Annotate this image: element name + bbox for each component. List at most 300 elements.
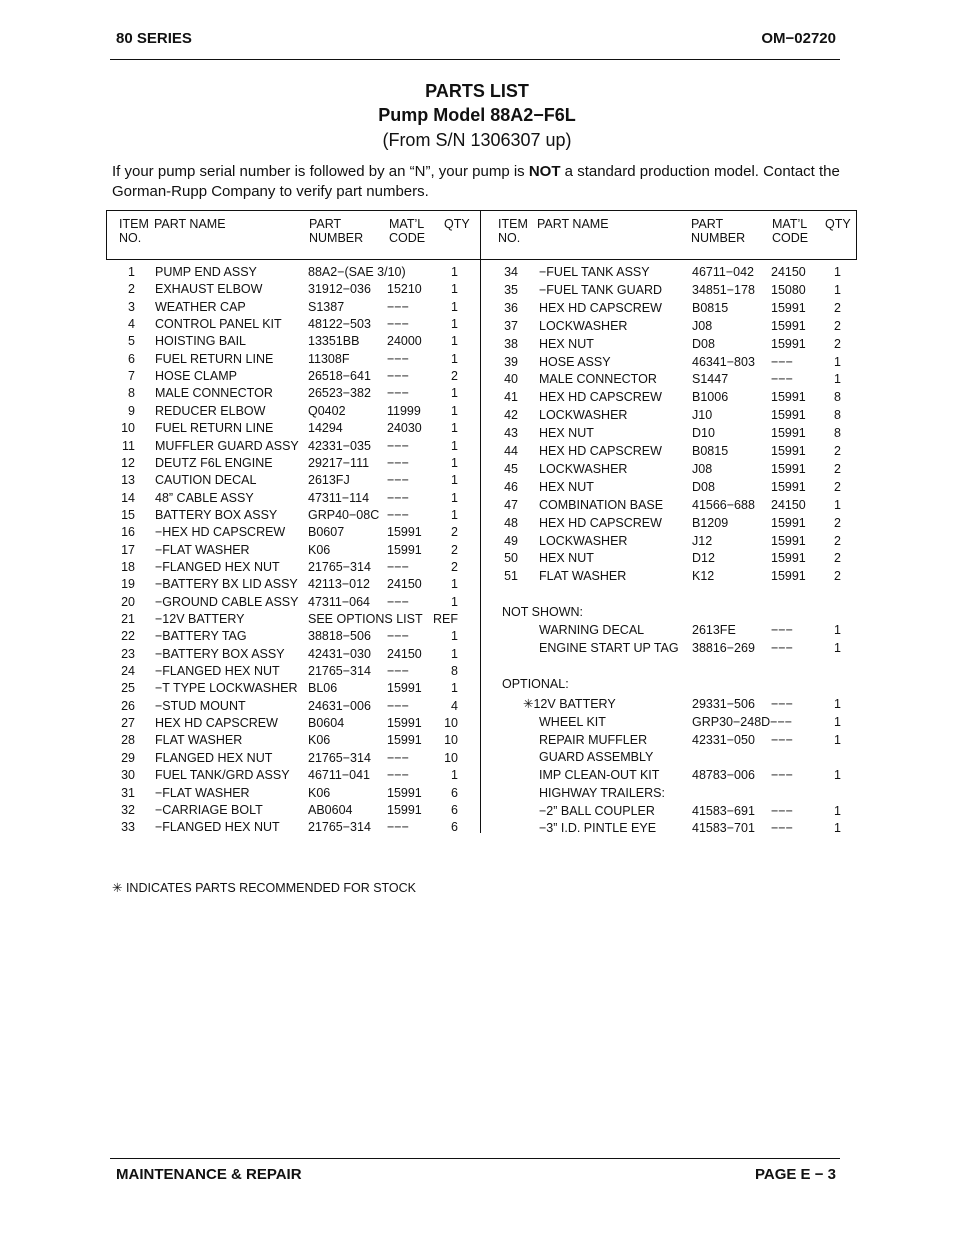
part-number: 21765−314 (308, 820, 371, 835)
part-number: B0604 (308, 716, 345, 731)
part-number: 46711−041 (308, 768, 370, 783)
quantity: 2 (834, 515, 841, 530)
part-name: −STUD MOUNT (155, 698, 246, 713)
part-name: −2” BALL COUPLER (539, 803, 655, 818)
part-number: 46341−803 (692, 354, 755, 369)
item-number: 21 (121, 612, 135, 626)
part-number: 48122−503 (308, 317, 371, 332)
part-name: HEX NUT (539, 336, 594, 351)
material-code: 15991 (771, 336, 806, 351)
quantity: 1 (834, 354, 841, 369)
part-number: J08 (692, 318, 713, 333)
quantity: 2 (834, 318, 841, 333)
series-label: 80 SERIES (116, 30, 192, 47)
part-number: Q0402 (308, 403, 346, 418)
material-code: −−− (387, 559, 409, 574)
part-name: HEX HD CAPSCREW (539, 300, 662, 315)
part-number: 47311−064 (308, 594, 370, 609)
material-code: −−− (387, 438, 409, 453)
part-name: −FLANGED HEX NUT (155, 820, 280, 835)
part-name: CAUTION DECAL (155, 473, 257, 488)
item-number: 30 (121, 768, 135, 783)
quantity: 2 (451, 542, 458, 557)
part-name: IMP CLEAN-OUT KIT (539, 768, 660, 782)
material-code: 15991 (387, 785, 422, 800)
item-number: 45 (504, 461, 518, 476)
quantity: REF (433, 612, 458, 626)
item-number: 48 (504, 515, 518, 530)
item-number: 1 (128, 265, 135, 279)
part-number: J08 (692, 461, 713, 476)
quantity: 1 (451, 265, 458, 279)
part-name: LOCKWASHER (539, 408, 628, 423)
part-number: 21765−314 (308, 559, 371, 574)
material-code: 11999 (387, 403, 421, 418)
part-name: BATTERY BOX ASSY (155, 507, 278, 522)
material-code: 15991 (387, 525, 422, 540)
part-number: 13351BB (308, 334, 360, 349)
quantity: 4 (451, 698, 458, 713)
part-number: 26518−641 (308, 369, 371, 384)
part-number: 29217−111 (308, 455, 370, 470)
page-title: PARTS LIST (425, 81, 529, 101)
item-number: 13 (121, 473, 135, 488)
material-code: −−− (771, 697, 793, 711)
part-number: B1006 (692, 390, 729, 405)
item-number: 5 (128, 334, 135, 349)
quantity: 1 (451, 334, 458, 349)
material-code: −−− (387, 369, 409, 384)
quantity: 2 (834, 461, 841, 476)
part-name: −FLANGED HEX NUT (155, 664, 280, 679)
col-item-right: ITEM NO. (498, 217, 528, 245)
material-code: 15991 (771, 461, 806, 476)
part-name: FLAT WASHER (155, 733, 243, 748)
part-name: −FLAT WASHER (155, 785, 250, 800)
part-name: −FLANGED HEX NUT (155, 559, 280, 574)
part-name: EXHAUST ELBOW (155, 282, 263, 297)
item-number: 20 (121, 594, 135, 609)
material-code: −−− (771, 641, 793, 655)
part-number: B0815 (692, 300, 729, 315)
material-code: 24030 (387, 421, 422, 436)
item-number: 40 (504, 372, 518, 387)
part-name: −BATTERY BOX ASSY (155, 646, 285, 661)
material-code: 15991 (387, 542, 422, 557)
part-number: K06 (308, 785, 331, 800)
material-code: 15991 (771, 569, 806, 584)
material-code: 24150 (387, 577, 422, 592)
part-name: HEX HD CAPSCREW (539, 444, 662, 458)
item-number: 33 (121, 820, 135, 835)
part-name: −CARRIAGE BOLT (155, 802, 263, 817)
quantity: 1 (451, 629, 458, 644)
item-number: 26 (121, 698, 135, 713)
part-number: 24631−006 (308, 698, 371, 713)
part-name: FUEL RETURN LINE (155, 421, 274, 436)
document-number: OM−02720 (761, 30, 836, 47)
item-number: 22 (121, 629, 135, 644)
part-name: HEX HD CAPSCREW (155, 716, 278, 731)
part-name: −3” I.D. PINTLE EYE (539, 821, 657, 836)
part-number: D08 (692, 479, 715, 494)
part-name: −T TYPE LOCKWASHER (155, 681, 298, 696)
item-number: 27 (121, 716, 135, 731)
part-number: AB0604 (308, 802, 353, 817)
quantity: 2 (451, 369, 458, 384)
part-number: GRP30−248D−−− (692, 714, 793, 729)
material-code: 15991 (771, 408, 806, 423)
part-number: K06 (308, 733, 331, 748)
part-name: GUARD ASSEMBLY (539, 750, 654, 765)
material-code: 24150 (771, 265, 806, 279)
material-code: −−− (387, 317, 409, 332)
material-code: 15991 (387, 802, 422, 817)
item-number: 3 (128, 299, 135, 314)
part-number: 41583−701 (692, 821, 755, 836)
item-number: 31 (121, 785, 135, 800)
part-number: 2613FE (692, 623, 736, 637)
quantity: 1 (834, 732, 841, 747)
item-number: 47 (504, 497, 518, 512)
material-code: 15991 (771, 479, 806, 494)
col-mat-right: MAT’L CODE (772, 217, 809, 245)
part-number: 42113−012 (308, 577, 370, 592)
part-name: MUFFLER GUARD ASSY (155, 438, 299, 453)
material-code: 15991 (771, 533, 806, 548)
item-number: 8 (128, 386, 135, 401)
item-number: 37 (504, 318, 518, 333)
item-number: 43 (504, 426, 518, 441)
part-name: HOISTING BAIL (155, 334, 246, 349)
material-code: 15210 (387, 282, 422, 297)
material-code: −−− (771, 732, 793, 747)
col-qty-right: QTY (825, 217, 851, 231)
quantity: 6 (451, 802, 458, 817)
item-number: 44 (504, 444, 518, 458)
item-number: 46 (504, 479, 518, 494)
part-name: −BATTERY TAG (155, 629, 247, 644)
part-name: COMBINATION BASE (539, 497, 664, 512)
item-number: 12 (121, 455, 135, 470)
item-number: 36 (504, 300, 518, 315)
part-name: LOCKWASHER (539, 461, 628, 476)
col-qty-left: QTY (444, 217, 470, 231)
header-rule (110, 59, 840, 60)
part-number: 42331−035 (308, 438, 371, 453)
quantity: 8 (834, 426, 841, 441)
part-number: S1447 (692, 372, 729, 387)
part-name: FUEL TANK/GRD ASSY (155, 768, 290, 783)
part-number: B0815 (692, 444, 729, 458)
item-number: 19 (121, 577, 135, 592)
material-code: −−− (387, 664, 409, 679)
part-number: 14294 (308, 421, 343, 436)
material-code: −−− (387, 473, 409, 488)
parts-table (106, 210, 857, 836)
intro-text-bold: NOT (528, 163, 561, 180)
part-number: 88A2−(SAE 3/10) (308, 265, 406, 279)
part-name: DEUTZ F6L ENGINE (155, 455, 273, 470)
optional-label: OPTIONAL: (502, 677, 569, 691)
footer-rule (110, 1158, 840, 1159)
quantity: 1 (834, 821, 841, 836)
part-number: 2613FJ (308, 473, 350, 488)
part-number: 31912−036 (308, 282, 371, 297)
material-code: −−− (387, 507, 409, 522)
material-code: 15991 (387, 681, 422, 696)
material-code: −−− (771, 821, 793, 836)
quantity: 1 (451, 490, 458, 505)
col-name-left: PART NAME (154, 217, 226, 231)
quantity: 2 (834, 336, 841, 351)
quantity: 1 (451, 317, 458, 332)
part-name: −GROUND CABLE ASSY (155, 594, 299, 609)
part-name: HEX NUT (539, 551, 594, 566)
part-number: K06 (308, 542, 331, 557)
quantity: 1 (451, 282, 458, 297)
quantity: 1 (451, 768, 458, 783)
col-part-left: PART NUMBER (309, 217, 364, 245)
part-number: J10 (692, 408, 713, 423)
item-number: 6 (128, 351, 135, 366)
quantity: 6 (451, 820, 458, 835)
part-number: D10 (692, 426, 715, 441)
part-number: B0607 (308, 525, 345, 540)
quantity: 1 (451, 386, 458, 401)
material-code: 15991 (771, 426, 806, 441)
material-code: 24150 (771, 497, 806, 512)
part-name: HEX NUT (539, 426, 594, 441)
material-code: −−− (387, 629, 409, 644)
part-number: D08 (692, 336, 715, 351)
item-number: 35 (504, 282, 518, 297)
quantity: 2 (834, 533, 841, 548)
part-name: REDUCER ELBOW (155, 403, 266, 418)
material-code: −−− (387, 386, 409, 401)
item-number: 29 (121, 750, 135, 765)
quantity: 1 (834, 768, 841, 782)
material-code: −−− (387, 698, 409, 713)
quantity: 1 (451, 594, 458, 609)
quantity: 1 (834, 372, 841, 387)
item-number: 38 (504, 336, 518, 351)
material-code: 15991 (771, 318, 806, 333)
part-name: REPAIR MUFFLER (539, 732, 648, 747)
item-number: 10 (121, 421, 135, 436)
material-code: −−− (387, 820, 409, 835)
item-number: 9 (128, 403, 135, 418)
item-number: 50 (504, 551, 518, 566)
part-number: 47311−114 (308, 490, 370, 505)
part-number: 26523−382 (308, 386, 371, 401)
part-name: WEATHER CAP (155, 299, 246, 314)
part-number: 42431−030 (308, 646, 371, 661)
item-number: 42 (504, 408, 518, 423)
serial-range: (From S/N 1306307 up) (382, 130, 572, 150)
part-number: D12 (692, 551, 715, 566)
item-number: 25 (121, 681, 135, 696)
quantity: 1 (451, 438, 458, 453)
part-number: 21765−314 (308, 750, 371, 765)
part-name: HEX HD CAPSCREW (539, 515, 662, 530)
quantity: 1 (451, 646, 458, 661)
part-number: GRP40−08C (308, 507, 380, 522)
part-name: WHEEL KIT (539, 714, 606, 729)
col-item-left: ITEM NO. (119, 217, 149, 245)
material-code: −−− (387, 768, 409, 783)
part-number: 48783−006 (692, 768, 755, 782)
part-name: FLANGED HEX NUT (155, 750, 273, 765)
part-number: SEE OPTIONS LIST (308, 612, 423, 626)
quantity: 10 (444, 750, 458, 765)
item-number: 14 (121, 490, 135, 505)
part-name: −BATTERY BX LID ASSY (155, 577, 298, 592)
part-name: −12V BATTERY (155, 612, 245, 626)
part-number: 38818−506 (308, 629, 371, 644)
part-number: 11308F (308, 351, 350, 366)
quantity: 1 (834, 714, 841, 729)
part-name: 48” CABLE ASSY (155, 490, 254, 505)
item-number: 41 (504, 390, 518, 405)
part-name: MALE CONNECTOR (155, 386, 273, 401)
part-name: LOCKWASHER (539, 533, 628, 548)
part-number: 34851−178 (692, 282, 755, 297)
part-name: −FUEL TANK GUARD (539, 282, 663, 297)
part-number: BL06 (308, 681, 338, 696)
item-number: 32 (121, 802, 135, 817)
material-code: 15080 (771, 282, 806, 297)
part-name: HIGHWAY TRAILERS: (539, 785, 665, 800)
part-name: WARNING DECAL (539, 623, 645, 637)
column-divider (480, 210, 481, 833)
part-name: HEX HD CAPSCREW (539, 390, 662, 405)
part-number: 21765−314 (308, 664, 371, 679)
quantity: 8 (834, 390, 841, 405)
part-name: CONTROL PANEL KIT (155, 317, 282, 332)
item-number: 16 (121, 525, 135, 540)
item-number: 39 (504, 354, 518, 369)
part-name: HEX NUT (539, 479, 594, 494)
quantity: 1 (451, 421, 458, 436)
item-number: 4 (128, 317, 135, 332)
material-code: 15991 (771, 515, 806, 530)
quantity: 1 (451, 299, 458, 314)
quantity: 2 (834, 444, 841, 458)
intro-paragraph (112, 162, 852, 202)
part-number: B1209 (692, 515, 729, 530)
stock-footnote: ✳ INDICATES PARTS RECOMMENDED FOR STOCK (112, 881, 417, 895)
part-name: FLAT WASHER (539, 569, 627, 584)
item-number: 24 (121, 664, 135, 679)
material-code: −−− (387, 490, 409, 505)
item-number: 51 (504, 569, 518, 584)
quantity: 8 (834, 408, 841, 423)
quantity: 1 (451, 507, 458, 522)
part-name: LOCKWASHER (539, 318, 628, 333)
col-part-right: PART NUMBER (691, 217, 746, 245)
quantity: 1 (451, 577, 458, 592)
part-name: MALE CONNECTOR (539, 372, 657, 387)
part-name: HOSE ASSY (539, 354, 611, 369)
item-number: 28 (121, 733, 135, 748)
pump-model-title: Pump Model 88A2−F6L (378, 105, 576, 125)
part-number: 41583−691 (692, 803, 755, 818)
quantity: 8 (451, 664, 458, 679)
part-name: PUMP END ASSY (155, 265, 257, 279)
part-name: FUEL RETURN LINE (155, 351, 274, 366)
part-number: K12 (692, 569, 715, 584)
quantity: 1 (834, 697, 841, 711)
part-number: 46711−042 (692, 265, 754, 279)
material-code: 15991 (771, 300, 806, 315)
page-number: PAGE E − 3 (754, 1166, 836, 1183)
item-number: 11 (122, 438, 135, 453)
material-code: −−− (771, 354, 793, 369)
material-code: −−− (387, 299, 409, 314)
col-name-right: PART NAME (537, 217, 609, 231)
quantity: 6 (451, 785, 458, 800)
quantity: 1 (834, 497, 841, 512)
part-name: ✳12V BATTERY (523, 697, 616, 711)
material-code: −−− (387, 594, 409, 609)
part-name: −FLAT WASHER (155, 542, 250, 557)
item-number: 23 (121, 646, 135, 661)
quantity: 2 (451, 525, 458, 540)
part-name: HOSE CLAMP (155, 369, 237, 384)
item-number: 34 (504, 265, 518, 279)
item-number: 17 (121, 542, 135, 557)
quantity: 10 (444, 716, 458, 731)
item-number: 49 (504, 533, 518, 548)
quantity: 1 (451, 473, 458, 488)
material-code: 24000 (387, 334, 422, 349)
quantity: 2 (451, 559, 458, 574)
part-name: ENGINE START UP TAG (539, 641, 679, 655)
intro-text-before: If your pump serial number is followed by an “N”, your pump is (112, 163, 529, 180)
part-number: 38816−269 (692, 641, 755, 655)
material-code: −−− (771, 803, 793, 818)
col-mat-left: MAT’L CODE (389, 217, 426, 245)
quantity: 1 (834, 265, 841, 279)
part-number: 41566−688 (692, 497, 755, 512)
section-label: MAINTENANCE & REPAIR (116, 1166, 302, 1183)
part-name: −FUEL TANK ASSY (539, 265, 650, 279)
quantity: 1 (834, 803, 841, 818)
quantity: 2 (834, 551, 841, 566)
quantity: 1 (451, 403, 458, 418)
part-number: 29331−506 (692, 697, 755, 711)
material-code: −−− (387, 750, 409, 765)
quantity: 2 (834, 479, 841, 494)
quantity: 2 (834, 569, 841, 584)
quantity: 1 (451, 681, 458, 696)
part-number: J12 (692, 533, 713, 548)
intro-text-after: a standard production model. Contact the Gorman-Rupp Company to verify part numbers. (112, 163, 840, 200)
material-code: 15991 (387, 716, 422, 731)
part-number: S1387 (308, 299, 345, 314)
material-code: −−− (771, 768, 793, 782)
material-code: 15991 (771, 390, 806, 405)
quantity: 1 (451, 455, 458, 470)
material-code: −−− (387, 455, 409, 470)
item-number: 18 (121, 559, 135, 574)
quantity: 1 (834, 282, 841, 297)
quantity: 2 (834, 300, 841, 315)
quantity: 1 (834, 623, 841, 637)
material-code: −−− (771, 623, 793, 637)
material-code: −−− (387, 351, 409, 366)
